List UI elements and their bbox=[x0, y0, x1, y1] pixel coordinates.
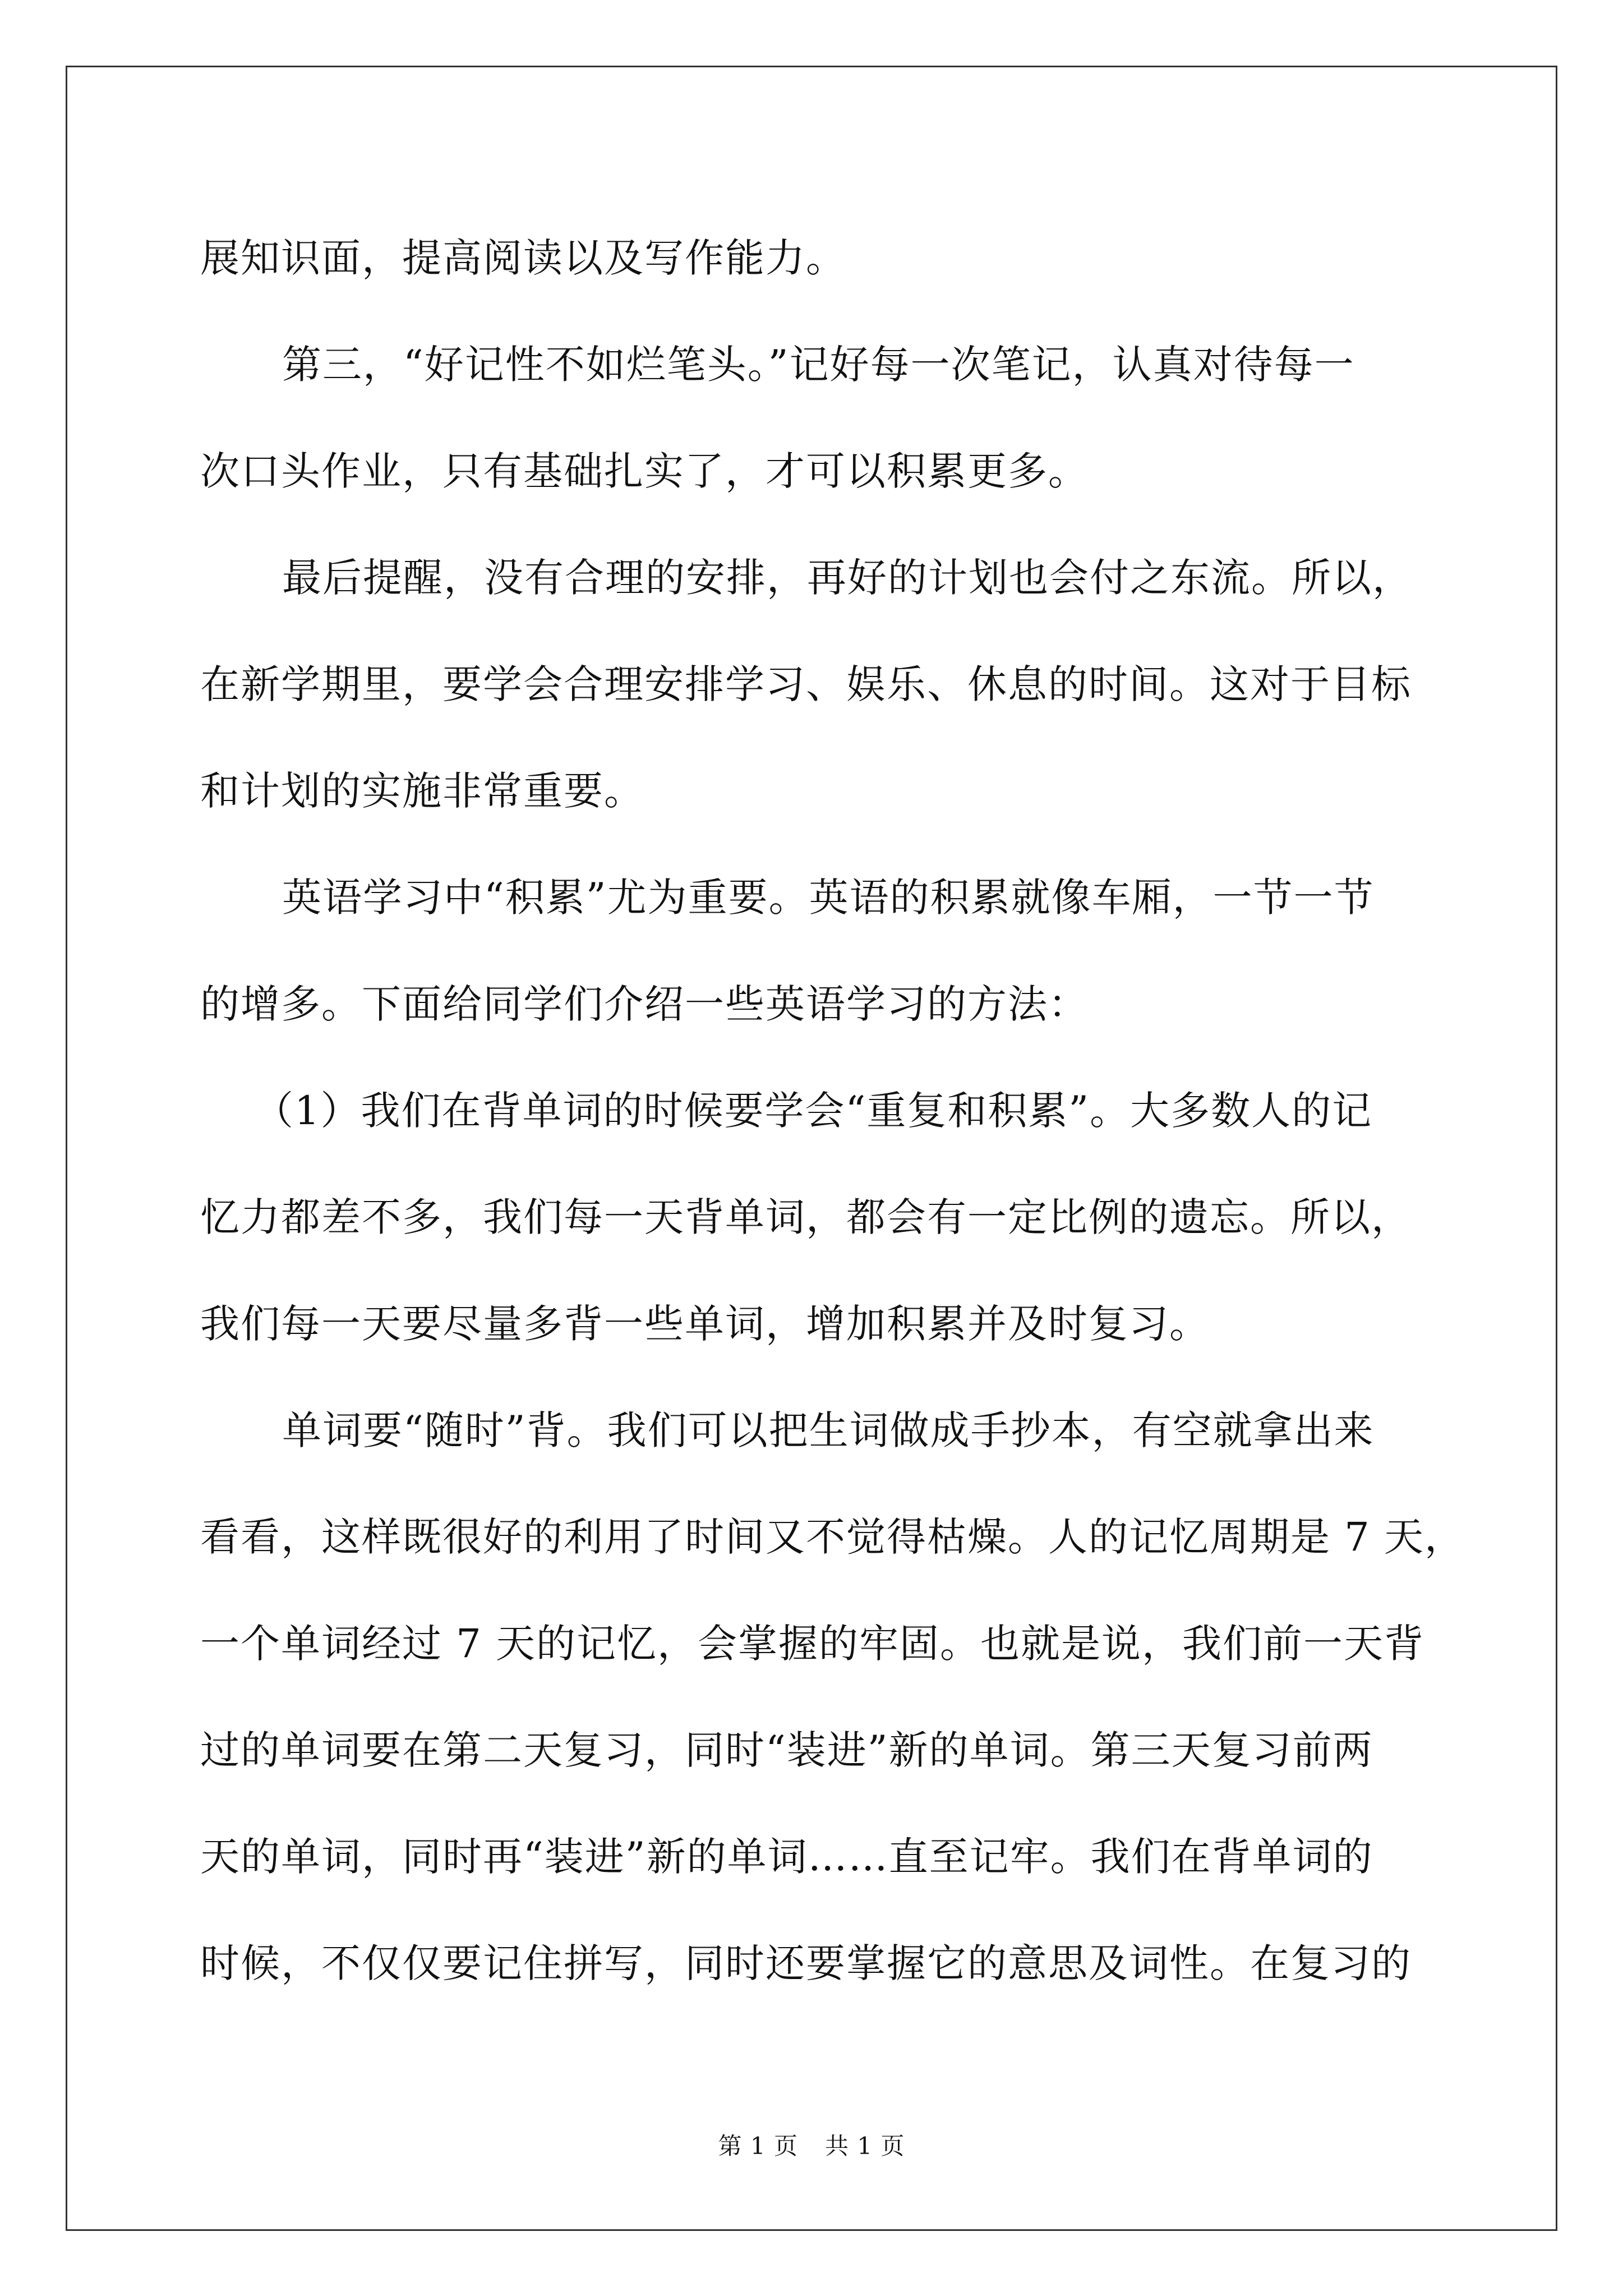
page-footer bbox=[0, 2129, 1623, 2163]
paragraph-line: 次口头作业，只有基础扎实了，才可以积累更多。 bbox=[200, 448, 1089, 494]
paragraph-line: 时候，不仅仅要记住拼写，同时还要掌握它的意思及词性。在复习的 bbox=[200, 1940, 1412, 1986]
paragraph-line: 我们每一天要尽量多背一些单词，增加积累并及时复习。 bbox=[200, 1301, 1210, 1347]
paragraph-line: 和计划的实施非常重要。 bbox=[200, 768, 644, 814]
paragraph-line: 天的单词，同时再“装进”新的单词……直至记牢。我们在背单词的 bbox=[200, 1834, 1373, 1880]
paragraph-3 bbox=[200, 524, 1441, 844]
paragraph-line: 过的单词要在第二天复习，同时“装进”新的单词。第三天复习前两 bbox=[200, 1727, 1373, 1773]
paragraph-line: 第三，“好记性不如烂笔头。”记好每一次笔记，认真对待每一 bbox=[282, 342, 1355, 388]
paragraph-line: 单词要“随时”背。我们可以把生词做成手抄本，有空就拿出来 bbox=[282, 1407, 1375, 1453]
page-number-total: 共 1 页 bbox=[825, 2132, 905, 2160]
paragraph-1 bbox=[200, 205, 1441, 311]
paragraph-6 bbox=[200, 1377, 1465, 2017]
paragraph-line: 英语学习中“积累”尤为重要。英语的积累就像车厢，一节一节 bbox=[282, 875, 1375, 921]
paragraph-4 bbox=[200, 844, 1441, 1057]
paragraph-5 bbox=[200, 1057, 1441, 1377]
paragraph-line: 的增多。下面给同学们介绍一些英语学习的方法： bbox=[200, 981, 1089, 1027]
page-number-current: 第 1 页 bbox=[718, 2132, 798, 2160]
paragraph-2 bbox=[200, 311, 1441, 524]
paragraph-line: 在新学期里，要学会合理安排学习、娱乐、休息的时间。这对于目标 bbox=[200, 661, 1412, 707]
document-body bbox=[200, 205, 1465, 2017]
paragraph-line: 看看，这样既很好的利用了时间又不觉得枯燥。人的记忆周期是 7 天， bbox=[200, 1514, 1465, 1560]
paragraph-line: 忆力都差不多，我们每一天背单词，都会有一定比例的遗忘。所以， bbox=[200, 1194, 1412, 1240]
paragraph-line: 展知识面，提高阅读以及写作能力。 bbox=[200, 235, 846, 281]
paragraph-line: 一个单词经过 7 天的记忆，会掌握的牢固。也就是说，我们前一天背 bbox=[200, 1621, 1425, 1667]
paragraph-line: 最后提醒，没有合理的安排，再好的计划也会付之东流。所以， bbox=[282, 555, 1413, 601]
paragraph-line: （1）我们在背单词的时候要学会“重复和积累”。大多数人的记 bbox=[254, 1088, 1373, 1134]
